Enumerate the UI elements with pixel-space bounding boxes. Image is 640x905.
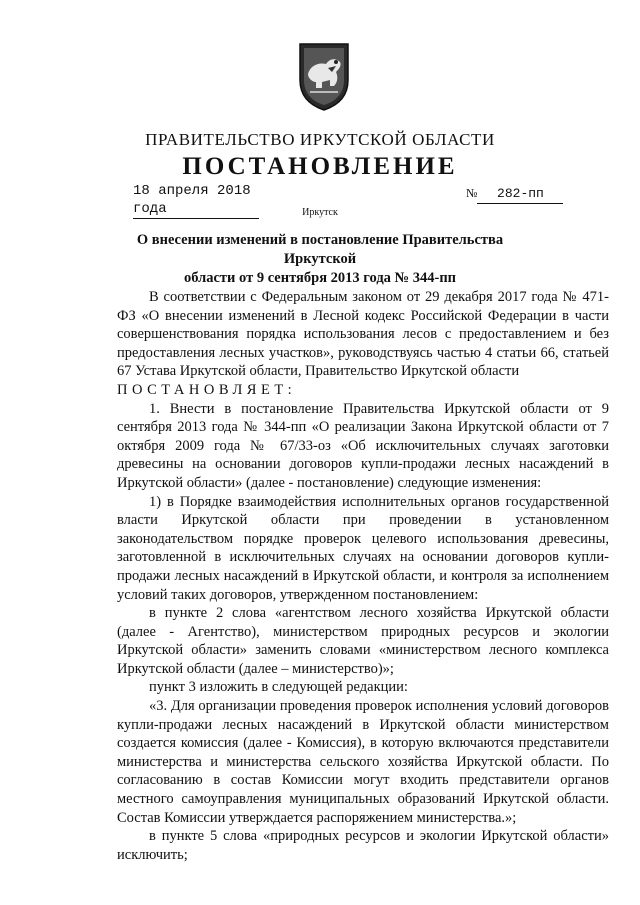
number-value: 282-пп xyxy=(477,185,563,204)
preamble-paragraph: В соответствии с Федеральным законом от 29 декабря 2017 года № 471-ФЗ «О внесении изменений в Лесной кодекс Российской Федерации в части совершенствования порядка использования лесов с предоставлением и без предоставления лесных участков», руководствуясь частью 4 статьи 66, статьей 67 Устава Иркутской области, Правительство Иркутской области xyxy=(117,289,609,380)
decree-word: ПОСТАНОВЛЯЕТ: xyxy=(117,381,297,398)
paragraph-point-3-text: «3. Для организации проведения проверок исполнения условий договоров купли-продажи лесных насаждений в Иркутской области министерством создается комиссия (далее - Комиссия), в которую включаются представители министерства и министерства сельского хозяйства Иркутской области. По согласованию в состав Комиссии могут входить представители органов местного самоуправления муниципальных образований Иркутской области. Состав Комиссии утверждается распоряжением министерства.»; xyxy=(117,698,609,826)
irkutsk-coat-of-arms-icon xyxy=(296,40,352,112)
paragraph-1-1: 1) в Порядке взаимодействия исполнительных органов государственной власти Иркутской области при проведении в установленном законодательством порядке проверок целевого использования древесины, заготовленной в исключительных случаях на основании договоров купли-продажи лесных насаждений в Иркутской области, и контроля за исполнением условий таких договоров, утвержденном постановлением: xyxy=(117,493,609,603)
government-name: ПРАВИТЕЛЬСТВО ИРКУТСКОЙ ОБЛАСТИ xyxy=(145,130,495,149)
title-line: О внесении изменений в постановление Правительства Иркутской xyxy=(136,232,504,267)
title-line: области от 9 сентября 2013 года № 344-пп xyxy=(183,270,457,286)
paragraph-point-5: в пункте 5 слова «природных ресурсов и экологии Иркутской области» исключить; xyxy=(117,828,609,863)
document-date: 18 апреля 2018 года xyxy=(133,182,259,219)
city-name: Иркутск xyxy=(302,207,338,218)
document-body xyxy=(117,288,609,864)
paragraph-point-2: в пункте 2 слова «агентством лесного хозяйства Иркутской области (далее - Агентство), министерством природных ресурсов и экологии Иркутской области» заменить словами «министерством лесного комплекса Иркутской области (далее – министерство)»; xyxy=(117,605,609,677)
paragraph-point-3-intro: пункт 3 изложить в следующей редакции: xyxy=(149,679,408,696)
number-sign: № xyxy=(466,186,478,200)
document-title xyxy=(120,231,520,288)
document-number xyxy=(466,184,563,204)
document-type: ПОСТАНОВЛЕНИЕ xyxy=(182,153,458,180)
paragraph-1: 1. Внести в постановление Правительства Иркутской области от 9 сентября 2013 года № 344-пп «О реализации Закона Иркутской области от 7 октября 2009 года № 67/33-оз «Об исключительных случаях заготовки древесины на основании договоров купли-продажи лесных насаждений в Иркутской области» (далее - постановление) следующие изменения: xyxy=(117,400,609,491)
